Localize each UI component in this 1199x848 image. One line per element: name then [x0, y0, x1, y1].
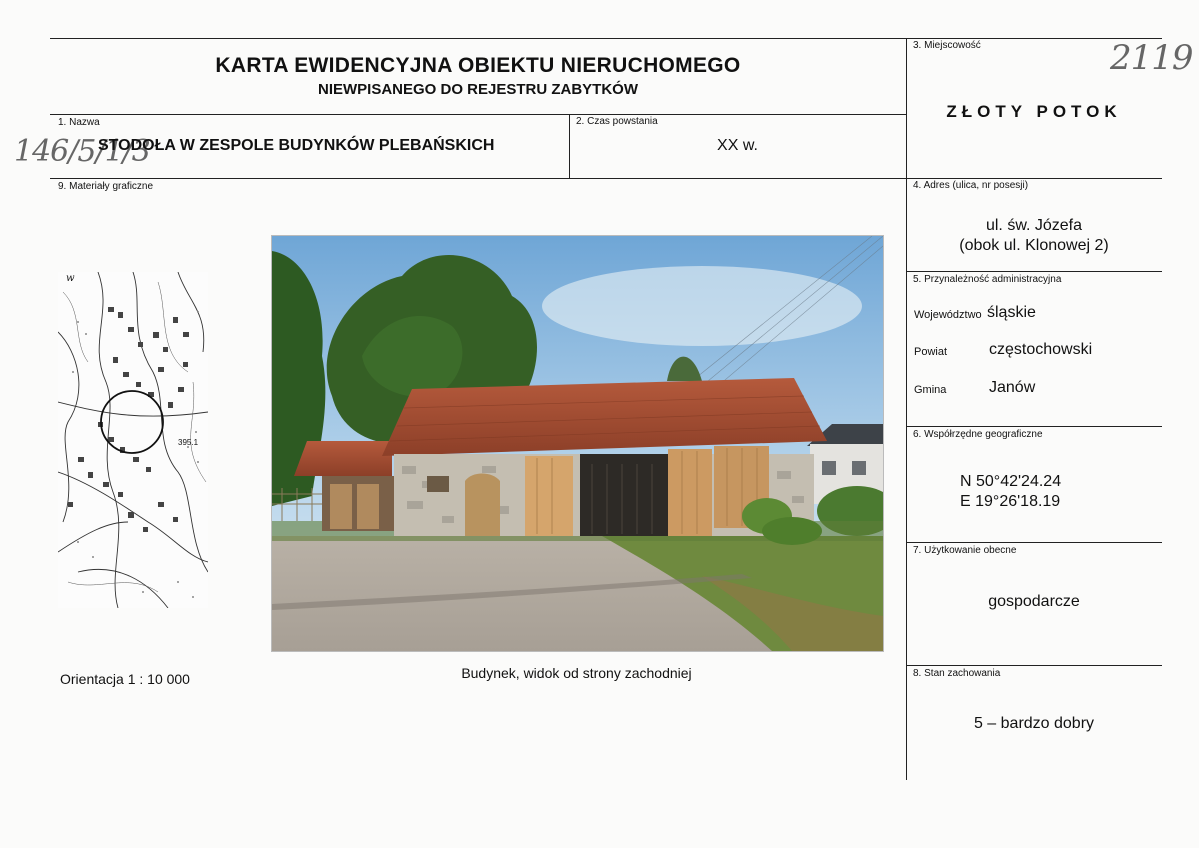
- field-label-czas: 2. Czas powstania: [576, 116, 658, 127]
- field-label-miejscowosc: 3. Miejscowość: [913, 40, 981, 51]
- coord-east: E 19°26'18.19: [960, 493, 1061, 510]
- nazwa-value: STODOŁA W ZESPOLE BUDYNKÓW PLEBAŃSKICH: [98, 137, 495, 154]
- field-label-adres: 4. Adres (ulica, nr posesji): [913, 180, 1029, 191]
- card-title: KARTA EWIDENCYJNA OBIEKTU NIERUCHOMEGO: [215, 54, 741, 77]
- map-north-label: w: [66, 273, 75, 284]
- top-border: [50, 38, 1162, 39]
- right-column-divider: [906, 38, 907, 780]
- map-orientation: Orientacja 1 : 10 000: [60, 671, 190, 687]
- name-bottom-border: [50, 178, 1162, 179]
- field-label-nazwa: 1. Nazwa: [58, 117, 100, 128]
- address-bottom-border: [906, 271, 1162, 272]
- card-subtitle: NIEWPISANEGO DO REJESTRU ZABYTKÓW: [317, 81, 639, 98]
- usage-bottom-border: [906, 665, 1162, 666]
- handwritten-registry-number: 146/5/1/3: [14, 134, 150, 169]
- stan-value: 5 – bardzo dobry: [973, 715, 1095, 732]
- adres-line1: ul. św. Józefa: [985, 217, 1083, 234]
- coord-north: N 50°42'24.24: [960, 473, 1062, 490]
- admin-bottom-border: [906, 426, 1162, 427]
- field-label-materialy: 9. Materiały graficzne: [58, 181, 154, 192]
- gmina-value: Janów: [989, 379, 1036, 396]
- photo-caption: Budynek, widok od strony zachodniej: [461, 665, 692, 681]
- field-label-wspolrzedne: 6. Współrzędne geograficzne: [913, 429, 1043, 440]
- powiat-value: częstochowski: [989, 341, 1093, 358]
- czas-value: XX w.: [717, 137, 758, 154]
- gmina-label: Gmina: [914, 384, 947, 396]
- adres-line2: (obok ul. Klonowej 2): [959, 237, 1109, 254]
- coords-bottom-border: [906, 542, 1162, 543]
- wojewodztwo-label: Województwo: [914, 309, 982, 321]
- field-label-admin: 5. Przynależność administracyjna: [913, 274, 1062, 285]
- title-bottom-border: [50, 114, 906, 115]
- uzytkowanie-value: gospodarcze: [988, 593, 1080, 610]
- powiat-label: Powiat: [914, 346, 948, 358]
- building-photo: [271, 235, 884, 652]
- map-spot-height: 395.1: [178, 438, 199, 447]
- field-label-uzytkowanie: 7. Użytkowanie obecne: [913, 545, 1017, 556]
- field-label-stan: 8. Stan zachowania: [913, 668, 1001, 679]
- miejscowosc-value: ZŁOTY POTOK: [946, 102, 1122, 121]
- wojewodztwo-value: śląskie: [987, 304, 1036, 321]
- handwritten-card-number: 2119: [1110, 38, 1193, 78]
